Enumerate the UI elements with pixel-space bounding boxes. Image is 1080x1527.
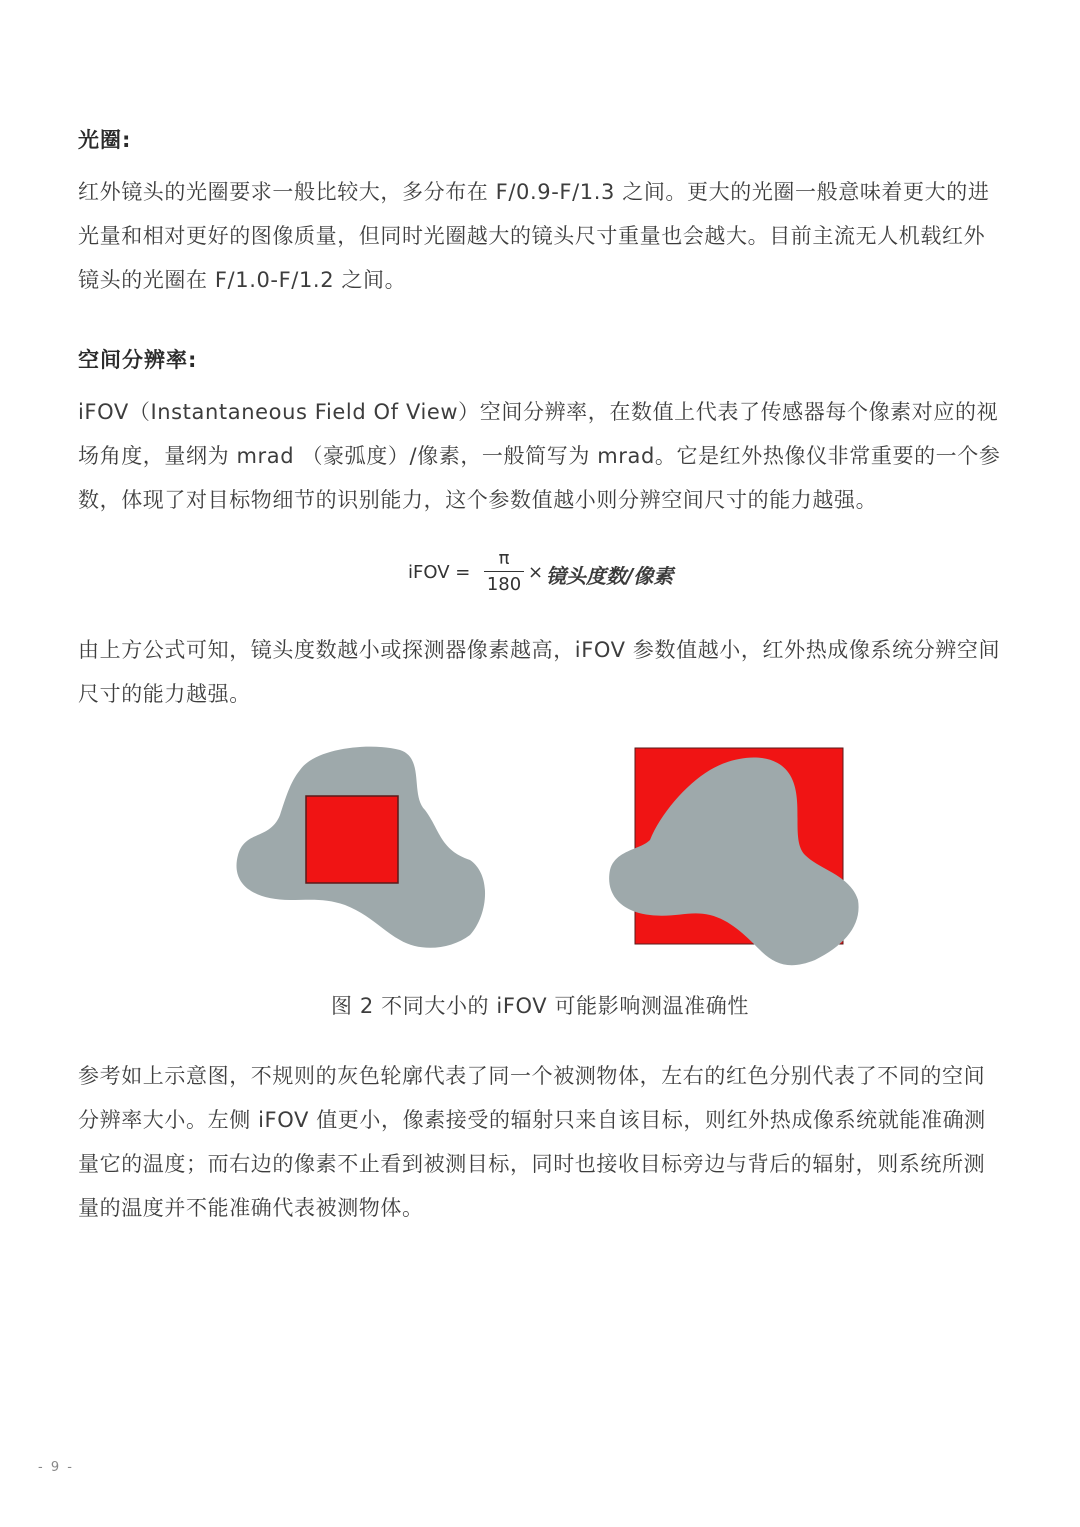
ifov-comparison-figure (230, 740, 870, 980)
formula-numerator: π (498, 548, 510, 569)
right-diagram (609, 748, 858, 965)
formula-denominator: 180 (486, 574, 522, 595)
ifov-formula (408, 548, 708, 598)
resolution-heading: 空间分辨率: (78, 348, 198, 372)
figure-explanation-paragraph: 参考如上示意图，不规则的灰色轮廓代表了同一个被测物体，左右的红色分别代表了不同的空间分辨率大小。左侧 iFOV 值更小，像素接受的辐射只来自该目标，则红外热成像系统就能准确测量它的温度；而右边的像素不止看到被测目标，同时也接收目标旁边与背后的辐射，则系统所测量的温度并不能准确代表被测物体。 (78, 1064, 986, 1220)
formula-lhs: iFOV = (408, 562, 471, 583)
figure-caption: 图 2 不同大小的 iFOV 可能影响测温准确性 (331, 994, 749, 1018)
left-diagram (237, 747, 486, 948)
resolution-paragraph: iFOV（Instantaneous Field Of View）空间分辨率，在数值上代表了传感器每个像素对应的视场角度，量纲为 mrad （豪弧度）/像素，一般简写为 mrad。它是红外热像仪非常重要的一个参数，体现了对目标物细节的识别能力，这个参数值越小则分辨空间尺寸的能力越强。 (78, 400, 1001, 512)
formula-fraction (484, 548, 524, 597)
formula-rhs: 镜头度数/像素 (546, 564, 674, 588)
fraction-bar (484, 571, 524, 572)
formula-times: × (528, 562, 544, 583)
left-pixel-square (306, 796, 398, 883)
page-number: - 9 - (38, 1460, 74, 1475)
formula-explanation-paragraph: 由上方公式可知，镜头度数越小或探测器像素越高，iFOV 参数值越小，红外热成像系统分辨空间尺寸的能力越强。 (78, 638, 1001, 706)
aperture-heading: 光圈: (78, 128, 132, 152)
aperture-paragraph: 红外镜头的光圈要求一般比较大，多分布在 F/0.9-F/1.3 之间。更大的光圈一般意味着更大的进光量和相对更好的图像质量，但同时光圈越大的镜头尺寸重量也会越大。目前主流无人机载红外镜头的光圈在 F/1.0-F/1.2 之间。 (78, 180, 990, 292)
